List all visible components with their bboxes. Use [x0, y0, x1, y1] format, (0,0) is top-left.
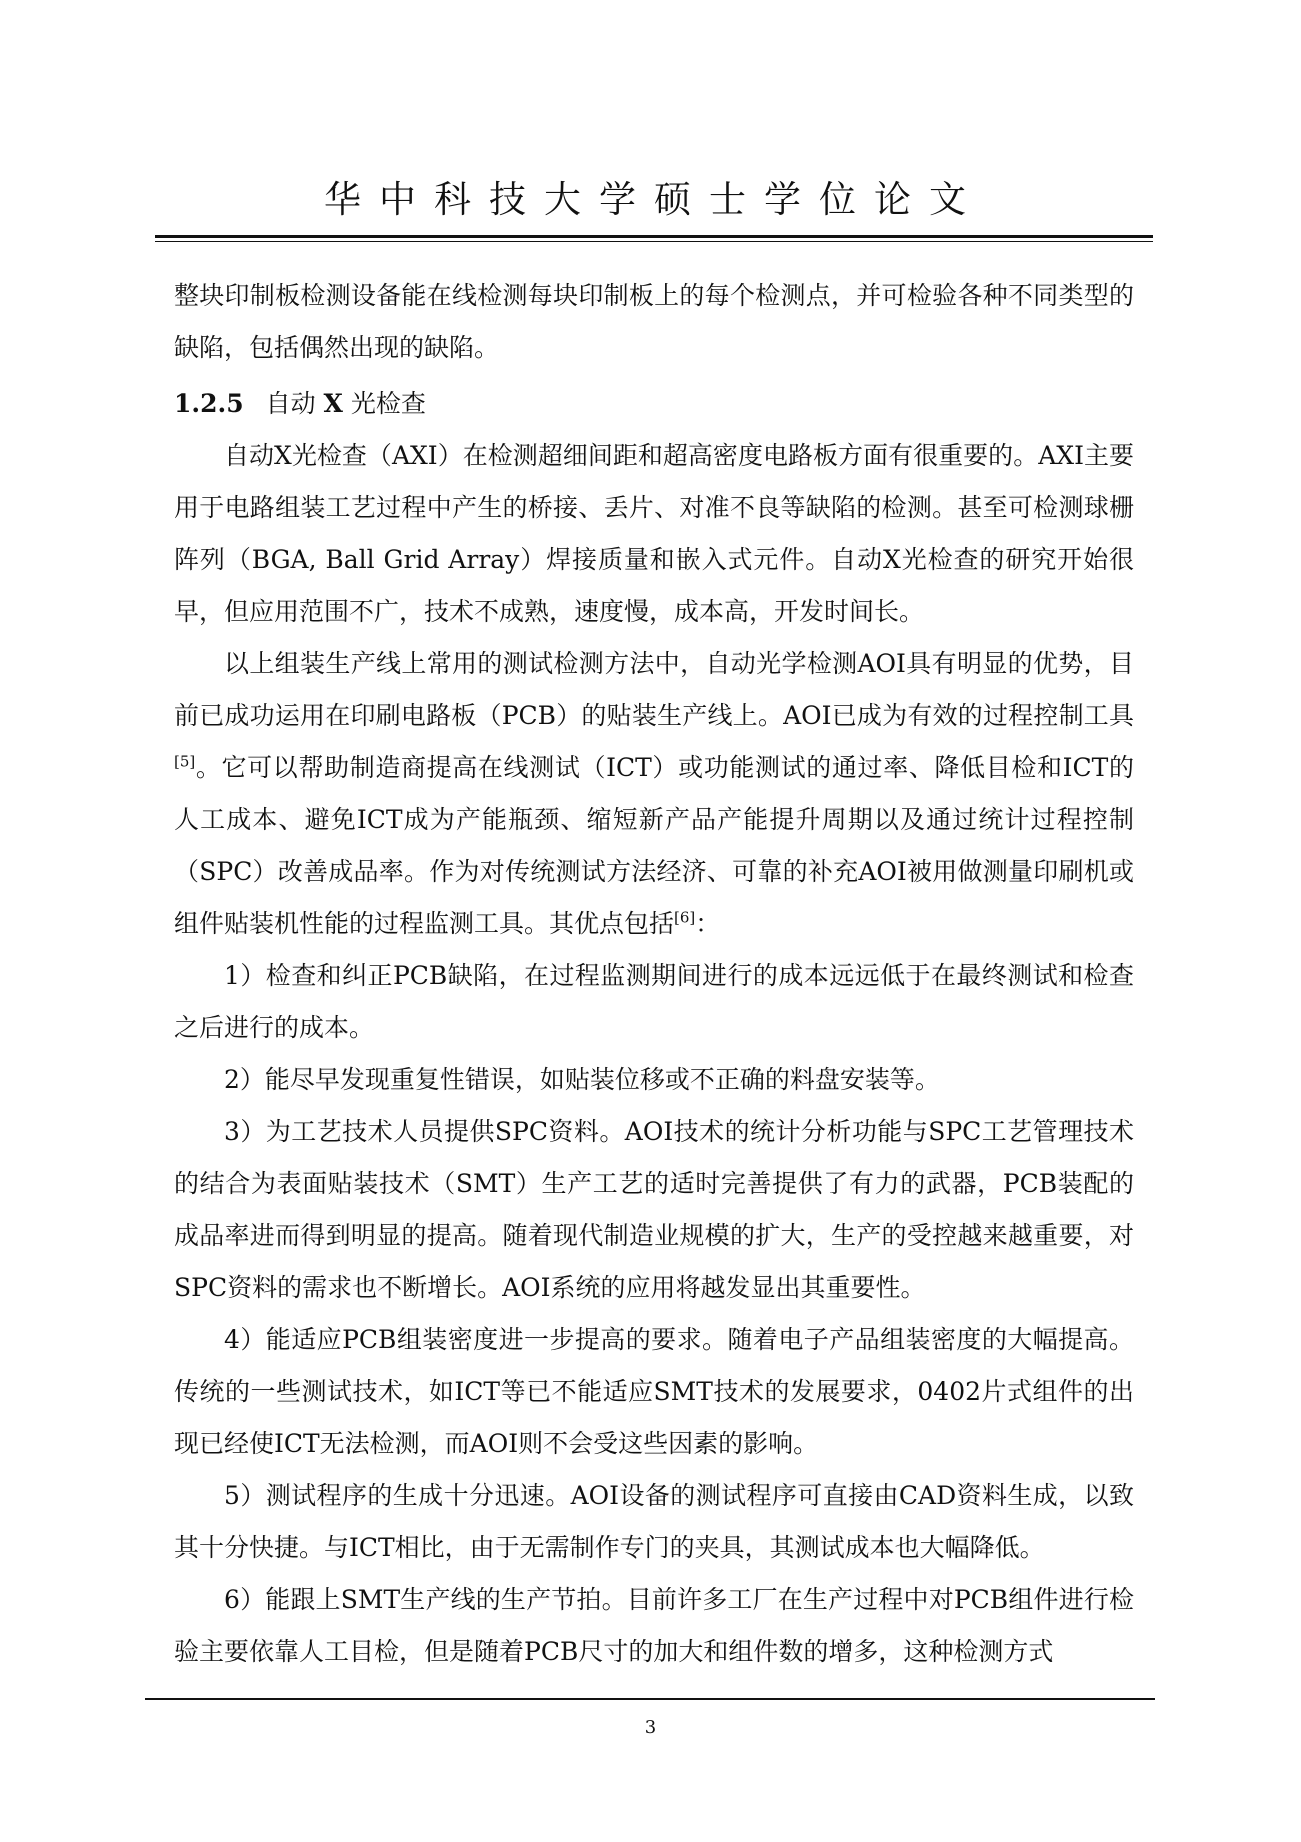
section-number: 1.2.5: [174, 389, 244, 418]
list-item-6: 6）能跟上SMT生产线的生产节拍。目前许多工厂在生产过程中对PCB组件进行检验主要依靠人工目检，但是随着PCB尺寸的加大和组件数的增多，这种检测方式: [174, 1585, 1134, 1666]
running-header-title: 华中科技大学硕士学位论文: [324, 178, 984, 221]
footer-rule: [145, 1698, 1155, 1700]
section-heading: [174, 378, 1134, 430]
section-title-part-b: 光检查: [342, 389, 426, 418]
list-item-2: 2）能尽早发现重复性错误，如贴装位移或不正确的料盘安装等。: [224, 1065, 940, 1094]
paragraph-aoi-part3: ：: [695, 909, 721, 938]
paragraph-axi: 自动X光检查（AXI）在检测超细间距和超高密度电路板方面有很重要的。AXI主要用于电路组装工艺过程中产生的桥接、丢片、对准不良等缺陷的检测。甚至可检测球栅阵列（BGA, Ball Grid Array）焊接质量和嵌入式元件。自动X光检查的研究开始很早，但应用范围不广，技术不成熟，速度慢，成本高，开发时间长。: [174, 441, 1134, 626]
citation-ref-6: [6]: [674, 908, 696, 927]
page-number: 3: [644, 1717, 657, 1738]
list-item-1: 1）检查和纠正PCB缺陷，在过程监测期间进行的成本远远低于在最终测试和检查之后进行的成本。: [174, 961, 1134, 1042]
header-rule-thick: [155, 235, 1153, 238]
list-item-5: 5）测试程序的生成十分迅速。AOI设备的测试程序可直接由CAD资料生成，以致其十分快捷。与ICT相比，由于无需制作专门的夹具，其测试成本也大幅降低。: [174, 1481, 1134, 1562]
list-item-4: 4）能适应PCB组装密度进一步提高的要求。随着电子产品组装密度的大幅提高。传统的一些测试技术，如ICT等已不能适应SMT技术的发展要求，0402片式组件的出现已经使ICT无法检测，而AOI则不会受这些因素的影响。: [174, 1325, 1134, 1458]
list-item-3: 3）为工艺技术人员提供SPC资料。AOI技术的统计分析功能与SPC工艺管理技术的结合为表面贴装技术（SMT）生产工艺的适时完善提供了有力的武器，PCB装配的成品率进而得到明显的提高。随着现代制造业规模的扩大，生产的受控越来越重要，对SPC资料的需求也不断增长。AOI系统的应用将越发显出其重要性。: [174, 1117, 1134, 1302]
citation-ref-5: [5]: [174, 752, 196, 771]
section-title-x: X: [323, 389, 343, 418]
page-body: [174, 270, 1134, 1678]
paragraph-aoi-part1: 以上组装生产线上常用的测试检测方法中，自动光学检测AOI具有明显的优势，目前已成功运用在印刷电路板（PCB）的贴装生产线上。AOI已成为有效的过程控制工具: [174, 649, 1134, 730]
paragraph-aoi-part2: 。它可以帮助制造商提高在线测试（ICT）或功能测试的通过率、降低目检和ICT的人工成本、避免ICT成为产能瓶颈、缩短新产品产能提升周期以及通过统计过程控制（SPC）改善成品率。作为对传统测试方法经济、可靠的补充AOI被用做测量印刷机或组件贴装机性能的过程监测工具。其优点包括: [174, 753, 1134, 938]
paragraph-continuation: 整块印制板检测设备能在线检测每块印制板上的每个检测点，并可检验各种不同类型的缺陷，包括偶然出现的缺陷。: [174, 281, 1134, 362]
section-title-part-a: 自动: [265, 389, 324, 418]
paragraph-aoi-advantages: [174, 638, 1134, 950]
header-rule-thin: [155, 241, 1153, 242]
